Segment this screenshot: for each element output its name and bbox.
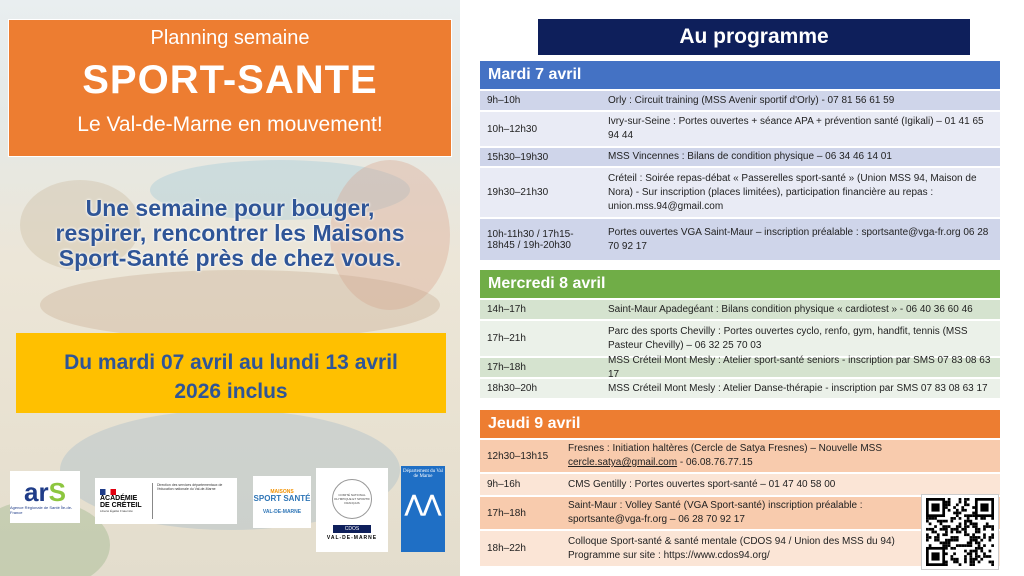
- slogan-line: respirer, rencontrer les Maisons: [55, 220, 405, 246]
- slogan-line: Une semaine pour bouger,: [85, 195, 375, 221]
- event-description: MSS Vincennes : Bilans de condition physique – 06 34 46 14 01: [608, 151, 892, 162]
- title-banner: [8, 19, 452, 157]
- schedule-row: [480, 89, 1000, 110]
- time-cell: 17h–21h: [487, 333, 526, 344]
- cdos-sub: VAL-DE-MARNE: [326, 535, 378, 541]
- vm-mark-icon: ⋀⋀: [404, 491, 442, 516]
- event-description: Orly : Circuit training (MSS Avenir sportif d'Orly) - 07 81 56 61 59: [608, 94, 895, 106]
- program-title: Au programme: [538, 19, 970, 55]
- phone-number: - 06.08.76.77.15: [677, 457, 753, 468]
- schedule-row: [480, 110, 1000, 146]
- event-description: MSS Créteil Mont Mesly : Atelier Danse-thérapie - inscription par SMS 07 83 08 63 17: [608, 382, 988, 394]
- academie-caption: Direction des services départementaux de l'éducation nationale du Val-de-Marne: [152, 483, 232, 519]
- time-cell: 18h30–20h: [487, 383, 538, 394]
- event-description: Colloque Sport-santé & santé mentale (CDOS 94 / Union des MSS du 94) Programme sur site : https://www.cdos94.org/: [568, 535, 895, 561]
- academie-motto: Liberté Égalité Fraternité: [100, 509, 133, 513]
- event-cell: [560, 532, 918, 566]
- dates-banner: [16, 333, 446, 413]
- dept-text: Département du Val de Marne: [403, 469, 443, 479]
- time-cell: 15h30–19h30: [487, 151, 549, 163]
- poster-panel: [0, 0, 460, 576]
- people-illustration: [40, 270, 440, 340]
- event-cell: [600, 379, 994, 399]
- mss-text: VAL-DE-MARNE: [262, 509, 302, 515]
- schedule-row: [480, 217, 1000, 260]
- departement-logo: [401, 466, 445, 552]
- schedule-row: [480, 146, 1000, 166]
- cdos-emblem: COMITÉ NATIONAL OLYMPIQUE ET SPORTIF FRANÇAIS: [332, 479, 372, 519]
- maisons-sport-sante-logo: [253, 476, 311, 528]
- schedule-row: [480, 298, 1000, 319]
- event-cell: [560, 439, 888, 473]
- event-description: Fresnes : Initiation haltères (Cercle de Satya Fresnes) – Nouvelle MSS: [568, 443, 883, 454]
- mss-text: MAISONS: [270, 489, 294, 495]
- time-cell: 14h–17h: [487, 304, 526, 315]
- day-section: [480, 270, 1000, 398]
- schedule-row: [480, 166, 1000, 217]
- event-cell: [600, 223, 1000, 257]
- event-cell: [600, 300, 979, 320]
- event-description: Portes ouvertes VGA Saint-Maur – inscription préalable : sportsante@vga-fr.org 06 28 70 92 17: [608, 226, 989, 252]
- event-cell: [600, 147, 898, 167]
- subtitle: Planning semaine: [150, 27, 310, 49]
- page-title: SPORT-SANTE: [82, 58, 378, 102]
- day-header: Mardi 7 avril: [480, 61, 1000, 89]
- day-header: Mercredi 8 avril: [480, 270, 1000, 298]
- event-cell: [560, 496, 918, 530]
- cdos-logo: [316, 468, 388, 552]
- event-description: MSS Créteil Mont Mesly : Atelier sport-santé seniors - inscription par SMS 07 83 08 63 17: [608, 354, 991, 380]
- time-cell: 12h30–13h15: [487, 450, 549, 462]
- time-cell: 17h–18h: [487, 507, 526, 519]
- time-cell: 10h–12h30: [487, 123, 538, 135]
- slogan-line: Sport-Santé près de chez vous.: [58, 245, 402, 271]
- time-cell: 19h30–21h30: [487, 187, 549, 198]
- time-cell: 18h–22h: [487, 543, 526, 554]
- day-section: [480, 61, 1000, 260]
- ars-caption: Agence Régionale de Santé Île-de-France: [10, 505, 73, 515]
- event-description: Créteil : Soirée repas-débat « Passerelles sport-santé » (Union MSS 94, Maison de Nora) - Sur inscription (places limitées), participation financière au repas : union.mss.94@gmail.com: [608, 172, 977, 212]
- qr-code-icon: [925, 498, 995, 566]
- ars-logo: arS Agence Régionale de Santé Île-de-France: [10, 471, 80, 523]
- event-description: Saint-Maur : Volley Santé (VGA Sport-santé) inscription préalable : sportsante@vga-fr.org – 06 28 70 92 17: [568, 500, 863, 525]
- dates-line: Du mardi 07 avril au lundi 13 avril: [64, 351, 398, 374]
- email-link[interactable]: cercle.satya@gmail.com: [568, 457, 678, 468]
- event-cell: [560, 475, 841, 495]
- academie-title: ACADÉMIE: [100, 495, 138, 502]
- event-description: CMS Gentilly : Portes ouvertes sport-santé – 01 47 40 58 00: [568, 478, 836, 490]
- schedule-row: [480, 472, 1000, 495]
- dates-line: 2026 inclus: [174, 380, 288, 403]
- event-description: Saint-Maur Apadegéant : Bilans condition physique « cardiotest » - 06 40 36 60 46: [608, 303, 973, 315]
- schedule-row: [480, 354, 1000, 380]
- tagline: Le Val-de-Marne en mouvement!: [77, 113, 383, 136]
- academie-logo: [95, 478, 237, 524]
- time-cell: 9h–16h: [487, 479, 521, 490]
- day-header: Jeudi 9 avril: [480, 410, 1000, 438]
- mss-text: SPORT SANTÉ: [253, 494, 311, 503]
- event-description: Ivry-sur-Seine : Portes ouvertes + séance APA + prévention santé (Igikali) – 01 41 65 94 44: [608, 116, 984, 141]
- time-cell: 9h–10h: [487, 95, 521, 106]
- time-cell: 10h-11h30 / 17h15-18h45 / 19h-20h30: [487, 228, 574, 251]
- event-cell: [600, 169, 1000, 217]
- schedule-row: [480, 377, 1000, 398]
- time-cell: 17h–18h: [487, 362, 526, 373]
- schedule-row: [480, 438, 1000, 472]
- slogan: [0, 196, 460, 271]
- cdos-badge: CDOS: [333, 525, 371, 533]
- event-description: Parc des sports Chevilly : Portes ouvertes cyclo, renfo, gym, handfit, tennis (MSS Pasteur Chevilly) – 06 32 25 70 03: [608, 325, 968, 351]
- academie-title: DE CRÉTEIL: [100, 502, 142, 509]
- event-cell: [600, 91, 900, 111]
- qr-code[interactable]: [921, 494, 999, 570]
- event-cell: [600, 112, 1000, 146]
